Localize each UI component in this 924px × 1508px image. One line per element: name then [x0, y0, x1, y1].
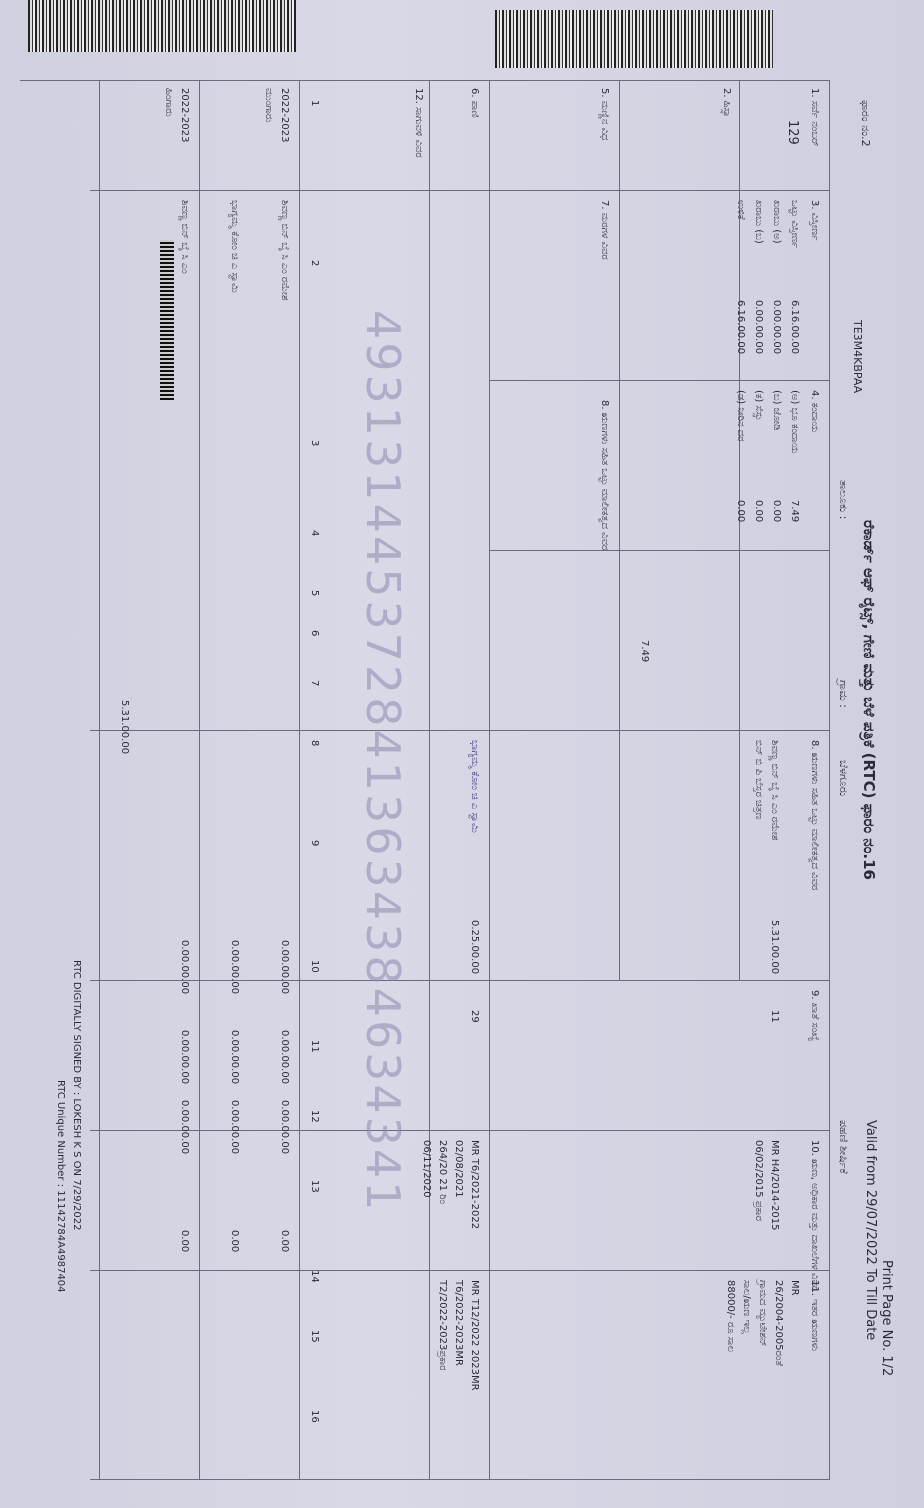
- revenue-row-label: (ಡ) ನೀರಿನ ದರ: [735, 390, 746, 442]
- form-number: ಫಾರಂ ನಂ.2: [859, 100, 872, 147]
- cultivation-v14: 0.00: [279, 1230, 290, 1253]
- taluk-label: ತಾಲೂಕು :: [837, 480, 850, 520]
- remark-line: ಗ್ರಾಮದ ಮ್ಯುಟೇಶನ್: [757, 1280, 768, 1347]
- rtc-unique-number: RTC Unique Number : 11142784A4987404: [55, 1080, 66, 1293]
- col-number: 13: [309, 1180, 320, 1193]
- revenue-row-value: 7.49: [789, 500, 800, 523]
- col-number: 6: [309, 630, 320, 637]
- cultivation-label: 12. ಸಾಗುವಳಿ ವಿವರ: [413, 88, 424, 158]
- area-row-value: 0.00.00.00: [771, 300, 782, 355]
- revenue-row-value: 0.00: [753, 500, 764, 523]
- rule: [490, 380, 830, 381]
- revenue-label: 4. ಕಂದಾಯ: [809, 390, 820, 433]
- area-row-value: 6.16.00.00: [789, 300, 800, 355]
- cultivation-season: ಹಿಂಗಾರು: [163, 88, 174, 117]
- rule: [90, 1270, 830, 1271]
- owner-name-extra: ಬಿನ್ ಬಿ ಪಿ ಬೆಸ್ತರ ಚಿತ್ರಣ: [753, 740, 764, 820]
- cultivation-season: ಮುಂಗಾರು: [263, 88, 274, 123]
- remark-line: 88000/- ರೂ ಸಾಲ: [725, 1280, 736, 1353]
- area-row-value: 6.16.00.00: [735, 300, 746, 355]
- right-value: 5.31.00.00: [119, 700, 130, 755]
- cultivation-year: 2022-2023: [179, 88, 190, 143]
- remark-line: 06/11/2020: [421, 1140, 432, 1198]
- area-row-value: 0.00.00.00: [753, 300, 764, 355]
- owner-mr: MR H4/2014-2015: [769, 1140, 780, 1231]
- rule: [90, 730, 830, 731]
- hissa-label: 2. ಹಿಸ್ಸಾ: [721, 88, 732, 118]
- col-number: 4: [309, 530, 320, 537]
- revenue-row-label: (ಬ) ಜೋಡಿ: [771, 390, 782, 431]
- print-page: Print Page No. 1/2: [879, 1260, 894, 1377]
- col-number: 10: [309, 960, 320, 973]
- col-number: 14: [309, 1270, 320, 1283]
- rule: [90, 190, 830, 191]
- col-number: 1: [309, 100, 320, 107]
- cultivation-area: 0.00.00.00: [179, 940, 190, 995]
- rule: [90, 980, 830, 981]
- col-number: 12: [309, 1110, 320, 1123]
- survey-no-value: 129: [785, 120, 800, 145]
- cultivation-v11: 0.00.00.00: [279, 1030, 290, 1085]
- remark-line: MR: [789, 1280, 800, 1296]
- area-row-label: ಖರಾಬು (ಬ): [753, 200, 764, 244]
- owner-name: ಶಿವಣ್ಣ ಬಿನ್ ಬೈ ಸಿ ಎಂ ರಮೇಶ: [769, 740, 780, 841]
- revenue-total: 7.49: [639, 640, 650, 663]
- cultivation-v14: 0.00: [179, 1230, 190, 1253]
- cultivation-v12: 0.00.00.00: [279, 1100, 290, 1155]
- cultivation-area: 0.00.00.00: [229, 940, 240, 995]
- survey-heading: ಪಹಣಿ ಶೀರ್ಷಿಕೆ: [837, 1120, 850, 1174]
- cultivation-name: ಶಿವಣ್ಣ ಬಿನ್ ಬೈ ಸಿ ಎಂ ರಮೇಶ: [279, 200, 290, 301]
- watermark-number: 4931314453728413634384634341: [356, 310, 410, 1214]
- remark-line: T2/2022-2023ಪ್ರಕಾರ: [437, 1280, 448, 1371]
- top-barcode-left: [28, 0, 296, 52]
- rule: [90, 1479, 830, 1480]
- col-number: 7: [309, 680, 320, 687]
- col-number: 8: [309, 740, 320, 747]
- cultivation-v11: 0.00.00.00: [229, 1030, 240, 1085]
- digital-signature: RTC DIGITALLY SIGNED BY : LOKESH K S ON 7/29/2022: [71, 960, 82, 1231]
- cultivation-v11: 0.00.00.00: [179, 1030, 190, 1085]
- owner-date: 02/08/2021: [453, 1140, 464, 1198]
- area-row-label: ಉಳಿಕೆ: [735, 200, 746, 220]
- col-number: 9: [309, 840, 320, 847]
- rights-label: 10. ಋಣ, ಅಧಿಕಾರ ಮತ್ತು ದಾಖಲೆಗಳ ವಿವರ: [809, 1140, 820, 1292]
- trees-label: 7. ಮರಗಳ ವಿವರ: [599, 200, 610, 260]
- other-rights-label: 11. ಇತರ ಋಣಗಳು: [809, 1280, 820, 1352]
- ownership-section-label: 8. ಋಣಗಳು ಸಹಿತ ಒಟ್ಟು ಮಾಲೀಕತ್ವದ ವಿವರ: [599, 400, 610, 551]
- cultivation-year: 2022-2023: [279, 88, 290, 143]
- col-number: 3: [309, 440, 320, 447]
- cultivation-area: 0.00.00.00: [279, 940, 290, 995]
- revenue-row-value: 0.00: [771, 500, 782, 523]
- rtc-form: [20, 80, 900, 1480]
- valid-dates: Valid from 29/07/2022 To Till Date: [863, 1120, 878, 1341]
- owner-khata: 29: [469, 1010, 480, 1023]
- cultivation-name: ಭಾಗ್ಯಮ್ಮ ಕೋಂ ಚಿ ಎ ಸ್ವಾಮಿ: [229, 200, 240, 293]
- owner-label: 8. ಋಣಗಳು ಸಹಿತ ಒಟ್ಟು ಮಾಲೀಕತ್ವದ ವಿವರ: [809, 740, 820, 891]
- area-label: 3. ವಿಸ್ತೀರ್ಣ: [809, 200, 820, 241]
- cultivation-v12: 0.00.00.00: [179, 1100, 190, 1155]
- owner-extent: 5.31.00.00: [769, 920, 780, 975]
- revenue-row-label: (ಅ) ಭೂ ಕಂದಾಯ: [789, 390, 800, 454]
- col-number: 5: [309, 590, 320, 597]
- rule: [490, 550, 830, 551]
- area-row-label: ಒಟ್ಟು ವಿಸ್ತೀರ್ಣ: [789, 200, 800, 249]
- top-barcode-right: [495, 10, 773, 68]
- remark-line: 264/20 21 ರಿಂ: [437, 1140, 448, 1204]
- rule: [619, 80, 620, 980]
- village-value: ಬೆಳಗೂರು: [837, 760, 850, 797]
- cultivation-name: ಶಿವಣ್ಣ ಬಿನ್ ಬೈ ಸಿ ಎಂ: [179, 200, 190, 274]
- remark-line: 26/2004-2005ರಂತೆ: [773, 1280, 784, 1367]
- col-number: 11: [309, 1040, 320, 1053]
- irrigation-label: 6. ಪಾಣಿ: [469, 88, 480, 118]
- owner-mr: MR T6/2021-2022: [469, 1140, 480, 1230]
- form-title: ರೆಕಾರ್ಡ್ ಆಫ್ ರೈಟ್ಸ್, ಗೇಣಿ ಮತ್ತು ಬೆಳೆ ಪತ್ರಿಕೆ (RTC) ಫಾರಂ ನಂ.16: [860, 520, 878, 880]
- rule: [20, 80, 830, 81]
- col-number: 2: [309, 260, 320, 267]
- remark-line: MR T12/2022 2023MR: [469, 1280, 480, 1391]
- col-number: 15: [309, 1330, 320, 1343]
- rule: [90, 1130, 830, 1131]
- owner-date: 06/02/2015 ಪ್ರಕಾರ: [753, 1140, 764, 1221]
- khata-label: 9. ಖಾತೆ ಸಂಖ್ಯೆ: [809, 990, 820, 1042]
- cultivation-v14: 0.00: [229, 1230, 240, 1253]
- revenue-row-label: (ಕ) ಸೆಸ್ಸು: [753, 390, 764, 421]
- remark-line: ಸಾಲ/ಋಣ ಇಲ್ಲ: [741, 1280, 752, 1334]
- area-row-label: ಖರಾಬು (ಅ): [771, 200, 782, 244]
- col-number: 16: [309, 1410, 320, 1423]
- owner-extent: 0.25.00.00: [469, 920, 480, 975]
- village-label: ಗ್ರಾಮ :: [837, 680, 850, 708]
- remark-line: T6/2022-2023MR: [453, 1280, 464, 1366]
- owner-khata: 11: [769, 1010, 780, 1023]
- revenue-row-value: 0.00: [735, 500, 746, 523]
- barcode-text: TE3M4KBPAA: [851, 320, 864, 394]
- owner-name: ಭಾಗ್ಯಮ್ಮ ಕೋಂ ಚಿ ಎ ಸ್ವಾಮಿ: [469, 740, 480, 833]
- cultivation-v12: 0.00.00.00: [229, 1100, 240, 1155]
- soil-label: 5. ಮಣ್ಣಿನ ವಿಧ: [599, 88, 610, 141]
- survey-no-label: 1. ಸರ್ವೆ ನಂಬರ್: [809, 88, 820, 147]
